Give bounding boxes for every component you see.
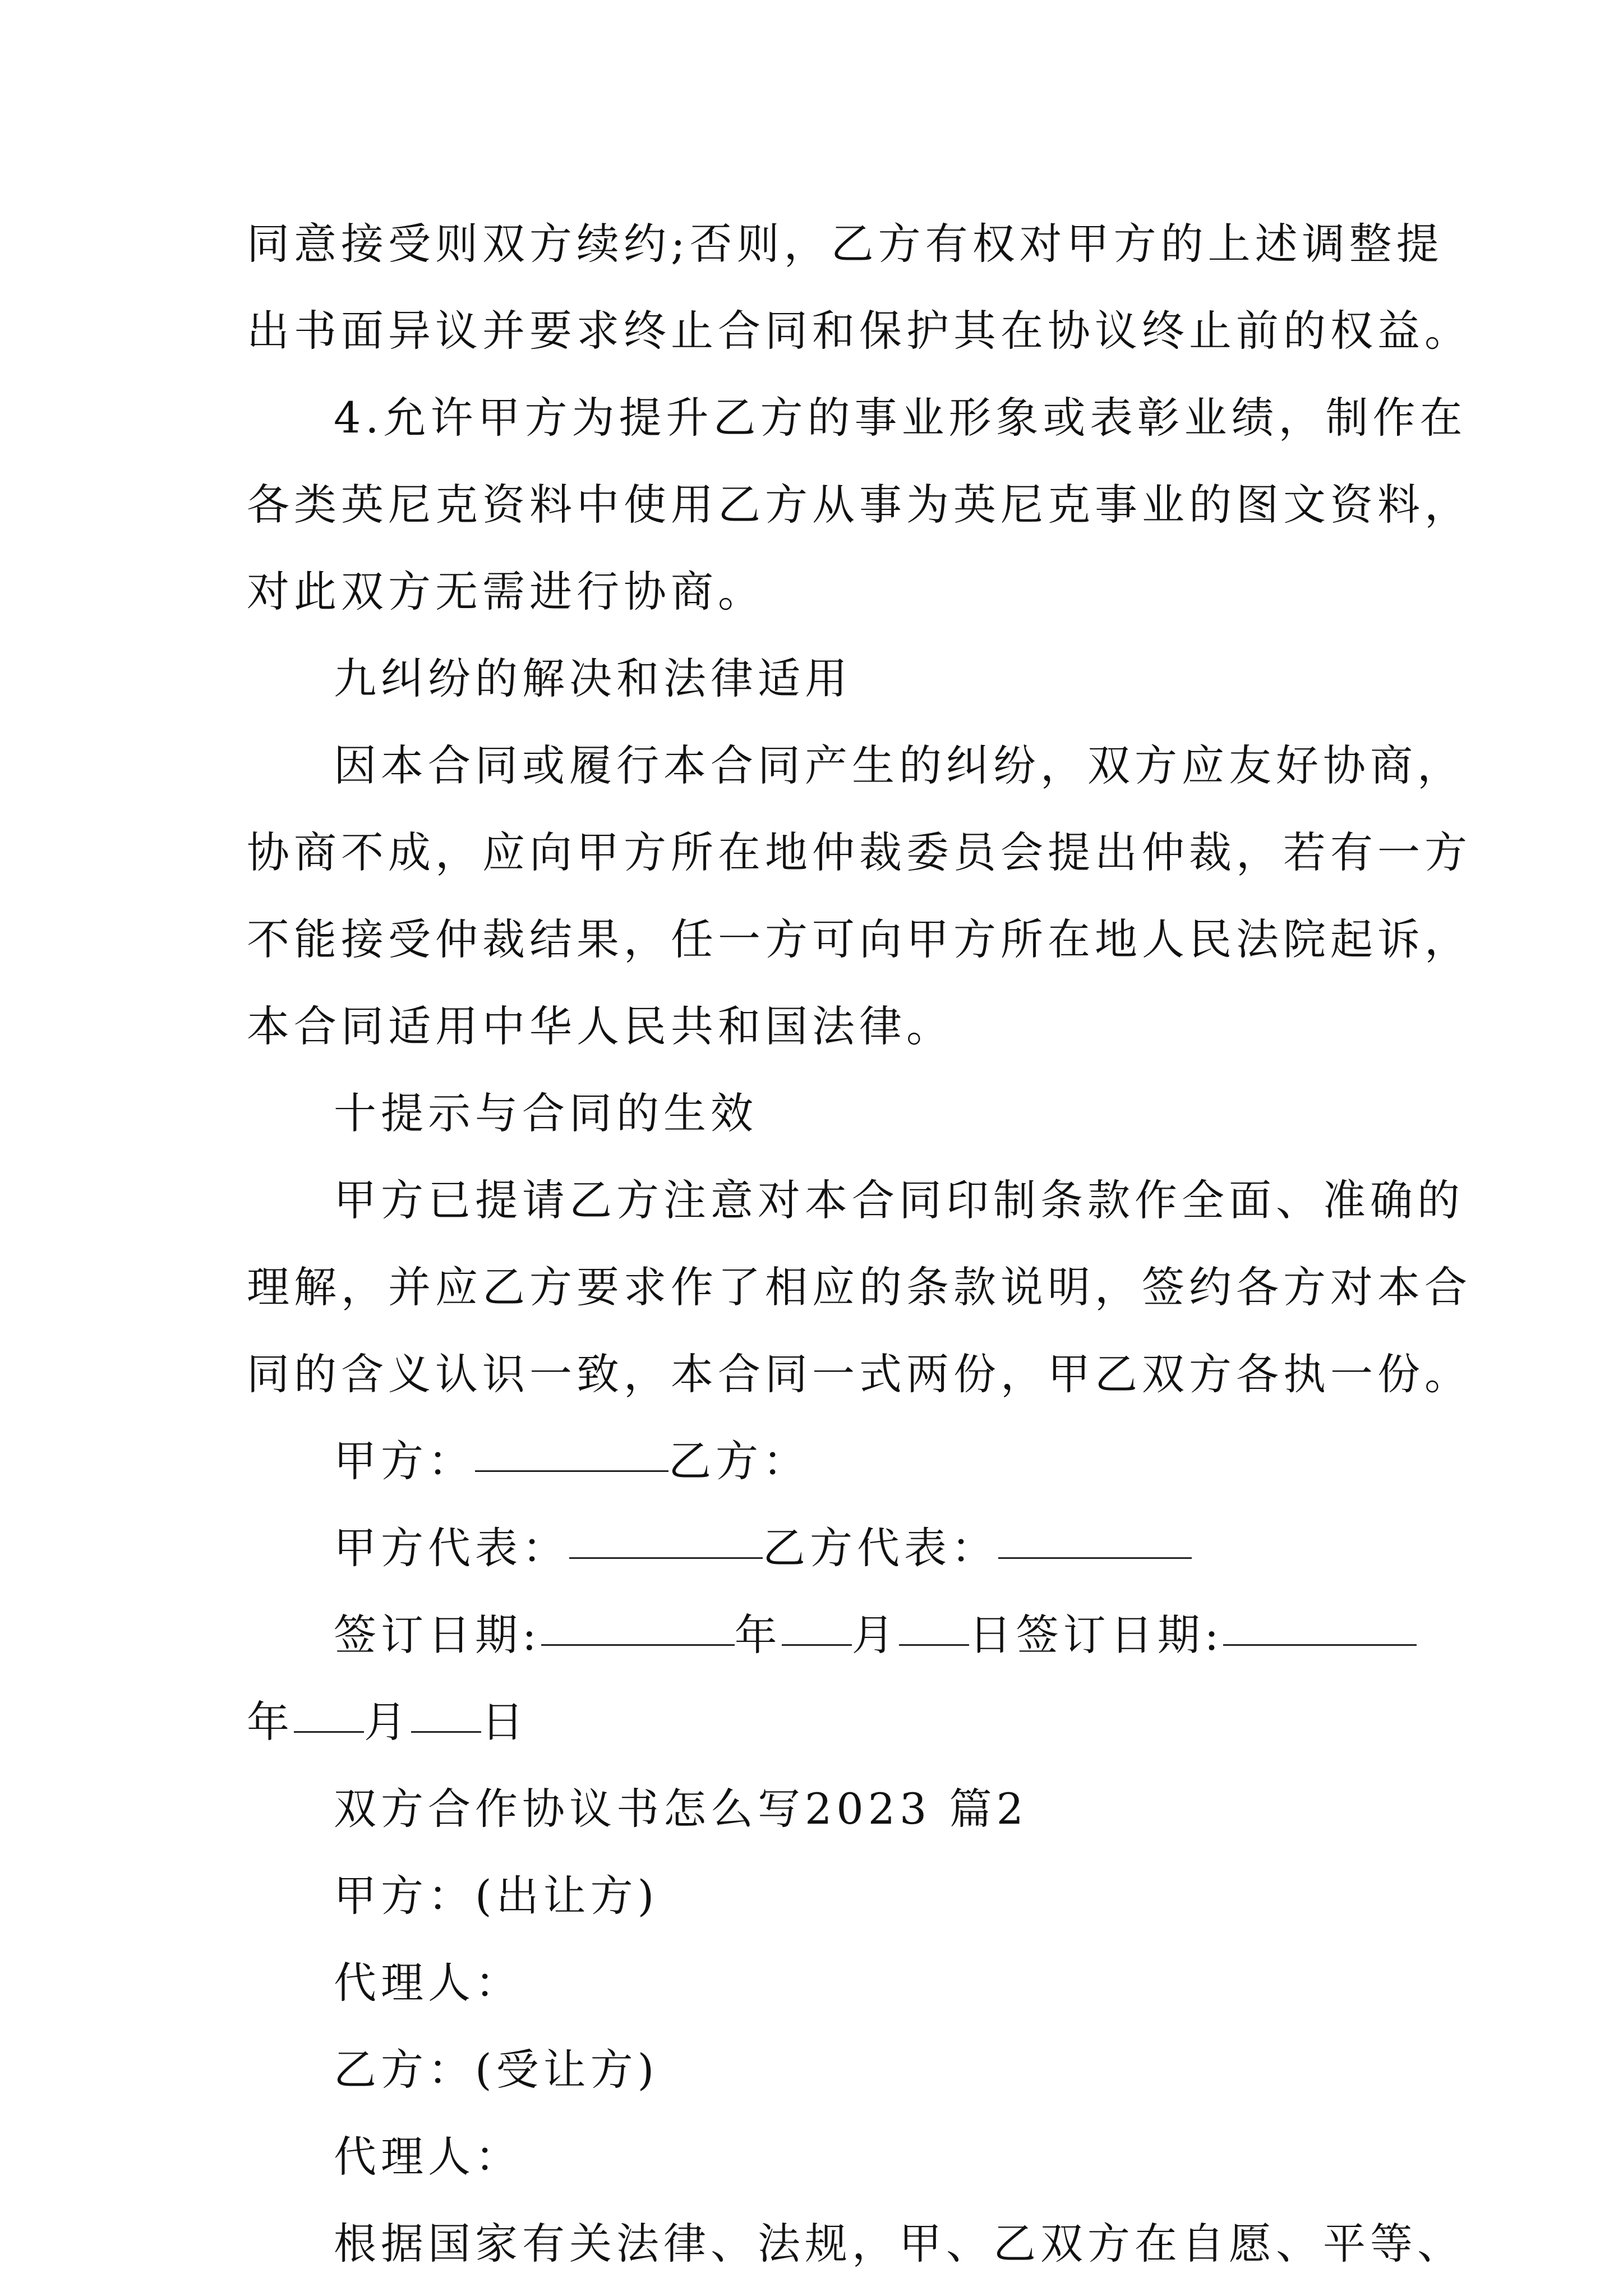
paragraph-line: 本合同适用中华人民共和国法律。: [247, 1001, 953, 1051]
party-a-blank: [475, 1416, 668, 1472]
date-day-blank: [899, 1590, 969, 1646]
paragraph-line: 4.允许甲方为提升乙方的事业形象或表彰业绩，制作在: [334, 393, 1467, 443]
rep-a-blank: [569, 1503, 763, 1559]
date-month-blank: [782, 1590, 852, 1646]
date-month-blank-2: [294, 1677, 364, 1733]
rep-b-blank: [998, 1503, 1192, 1559]
rep-a-label: 甲方代表：: [334, 1523, 569, 1573]
party-b-line: 乙方：(受让方): [334, 2045, 659, 2095]
paragraph-line: 各类英尼克资料中使用乙方从事为英尼克事业的图文资料，: [247, 480, 1472, 530]
paragraph-line: 因本合同或履行本合同产生的纠纷，双方应友好协商，: [334, 740, 1464, 790]
signature-party-line: [334, 1416, 810, 1506]
party-a-label: 甲方：: [334, 1436, 475, 1486]
month-label: 月: [851, 1610, 899, 1660]
paragraph-line: 协商不成，应向甲方所在地仲裁委员会提出仲裁，若有一方: [247, 827, 1472, 877]
paragraph-line: 同意接受则双方续约;否则，乙方有权对甲方的上述调整提: [247, 219, 1444, 269]
day-label-2: 日: [481, 1697, 528, 1747]
year-label-2: 年: [247, 1697, 294, 1747]
date-year-blank: [541, 1590, 735, 1646]
paragraph-line: 不能接受仲裁结果，任一方可向甲方所在地人民法院起诉，: [247, 914, 1472, 964]
paragraph-line: 甲方已提请乙方注意对本合同印制条款作全面、准确的: [334, 1175, 1464, 1225]
section-heading: 十提示与合同的生效: [334, 1088, 758, 1138]
signature-date-line: [334, 1590, 1417, 1680]
month-label-2: 月: [364, 1697, 411, 1747]
paragraph-line: 对此双方无需进行协商。: [247, 567, 765, 616]
paragraph-line: 同的含义认识一致，本合同一式两份，甲乙双方各执一份。: [247, 1349, 1472, 1399]
party-a-line: 甲方：(出让方): [334, 1871, 659, 1921]
date-year-blank-2: [1223, 1590, 1417, 1646]
paragraph-line: 根据国家有关法律、法规，甲、乙双方在自愿、平等、: [334, 2219, 1464, 2269]
signature-rep-line: [334, 1503, 1192, 1593]
signature-date-line-cont: [247, 1677, 528, 1767]
date-label: 签订日期:: [334, 1610, 541, 1660]
agent-line: 代理人：: [334, 2132, 522, 2182]
paragraph-line: 出书面异议并要求终止合同和保护其在协议终止前的权益。: [247, 306, 1472, 356]
rep-b-label: 乙方代表：: [763, 1523, 998, 1573]
paragraph-line: 理解，并应乙方要求作了相应的条款说明，签约各方对本合: [247, 1262, 1472, 1312]
party-b-label: 乙方：: [668, 1436, 810, 1486]
agent-line: 代理人：: [334, 1958, 522, 2008]
section-heading: 九纠纷的解决和法律适用: [334, 654, 852, 703]
year-label: 年: [734, 1610, 782, 1660]
section-title: 双方合作协议书怎么写2023 篇2: [334, 1784, 1028, 1834]
day-sign-label: 日签订日期:: [969, 1610, 1224, 1660]
date-day-blank-2: [411, 1677, 481, 1733]
